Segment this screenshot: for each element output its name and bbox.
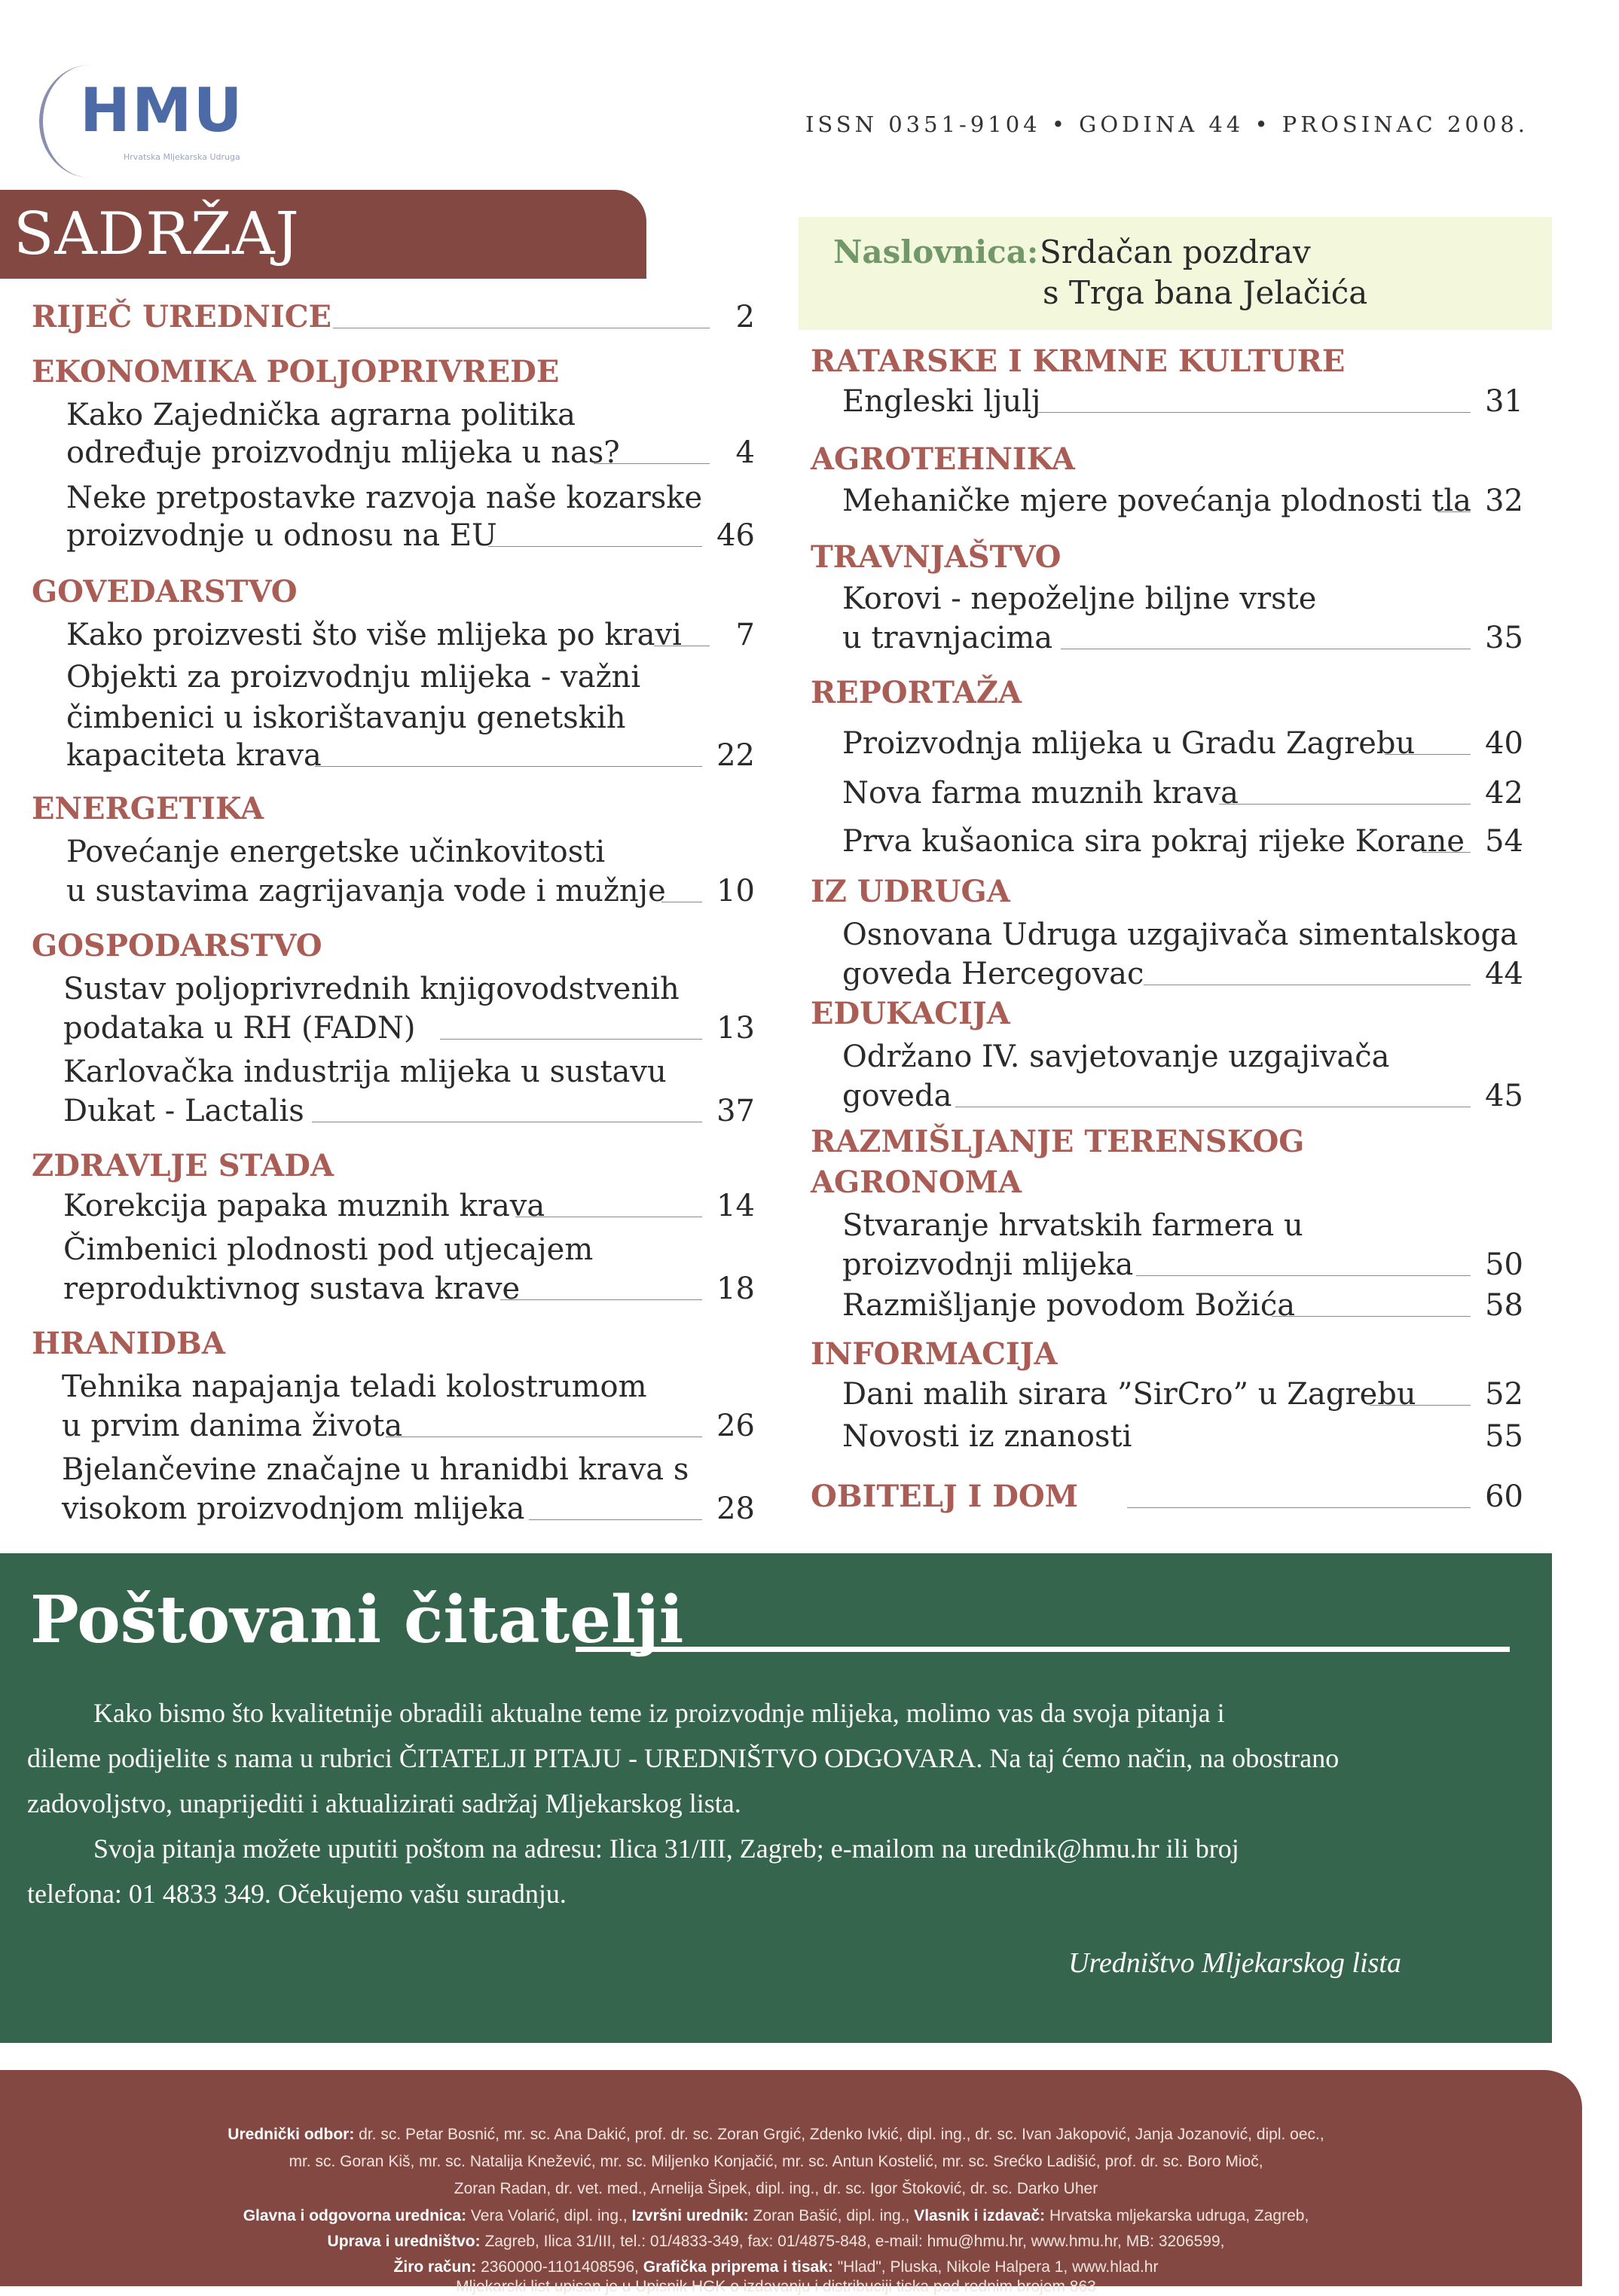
toc-entry[interactable] — [66, 872, 755, 911]
section-heading: HRANIDBA — [32, 1326, 225, 1361]
imprint-line: mr. sc. Goran Kiš, mr. sc. Natalija Knežević, mr. sc. Miljenko Konjačić, mr. sc. Antun Kostelić, mr. sc. Srećko Ladišić, prof. dr. sc. Boro Mioč, — [289, 2153, 1263, 2170]
entry-line: Objekti za proizvodnju mlijeka - važni — [66, 660, 641, 695]
leader-line — [1136, 1275, 1471, 1276]
leader-line — [1370, 1405, 1471, 1406]
imprint-line: Mljekarski list upisan je u Upisnik HGK o izdavanju i distribuciji tiska pod rednim brojem 863 — [456, 2278, 1096, 2295]
entry-line: Osnovana Udruga uzgajivača simentalskoga — [842, 917, 1518, 952]
imprint-line: Zoran Radan, dr. vet. med., Arnelija Šipek, dipl. ing., dr. sc. Igor Štoković, dr. sc. Darko Uher — [454, 2180, 1098, 2197]
leader-line — [1038, 412, 1471, 413]
entry-line: Neke pretpostavke razvoja naše kozarske — [66, 481, 703, 515]
page-number: 60 — [1479, 1479, 1523, 1514]
entry-line: Dukat - Lactalis — [63, 1094, 309, 1128]
entry-line: Novosti iz znanosti — [842, 1419, 1136, 1454]
leader-line — [1127, 1507, 1471, 1508]
leader-line — [1272, 1316, 1471, 1317]
section-heading: ZDRAVLJE STADA — [32, 1148, 334, 1183]
contents-title: SADRŽAJ — [14, 200, 300, 268]
logo-mark: HMU — [80, 75, 244, 145]
page-number: 44 — [1479, 957, 1523, 991]
readers-paragraph-1 — [27, 1690, 1526, 1736]
page-number: 52 — [1479, 1377, 1523, 1412]
paragraph-line: Kako bismo što kvalitetnije obradili aktualne teme iz proizvodnje mlijeka, molimo vas da svoja pitanja i — [93, 1698, 1225, 1728]
imprint-line: Uprava i uredništvo: Zagreb, Ilica 31/III, tel.: 01/4833-349, fax: 01/4875-848, e-mail: hmu@hmu.hr, www.hmu.hr, MB: 3206599, — [327, 2233, 1225, 2250]
entry-line: u prvim danima života — [62, 1409, 407, 1443]
entry-line: Proizvodnja mlijeka u Gradu Zagrebu — [842, 726, 1419, 761]
entry-line: Tehnika napajanja teladi kolostrumom — [62, 1369, 647, 1404]
entry-line: Korovi - nepoželjne biljne vrste — [842, 582, 1317, 616]
toc-entry[interactable] — [842, 383, 1523, 422]
toc-entry[interactable] — [842, 482, 1523, 521]
section-heading: AGROTEHNIKA — [811, 441, 1075, 477]
section-heading: OBITELJ I DOM — [811, 1479, 1083, 1514]
toc-entry[interactable] — [842, 1246, 1523, 1285]
paragraph-line: dileme podijelite s nama u rubrici ČITATELJI PITAJU - UREDNIŠTVO ODGOVARA. Na taj ćemo način, na obostrano — [27, 1743, 1339, 1773]
entry-line: čimbenici u iskorištavanju genetskih — [66, 701, 626, 735]
section-heading: RAZMIŠLJANJE TERENSKOG — [811, 1124, 1305, 1159]
page-number: 45 — [1479, 1079, 1523, 1113]
section-heading: GOSPODARSTVO — [32, 928, 322, 963]
entry-line: podataka u RH (FADN) — [63, 1011, 420, 1046]
leader-line — [594, 463, 710, 464]
entry-line: Održano IV. savjetovanje uzgajivača — [842, 1040, 1390, 1074]
section-heading: INFORMACIJA — [811, 1336, 1058, 1372]
hmu-logo — [39, 53, 295, 173]
page-number: 4 — [730, 435, 755, 470]
paragraph-line: zadovoljstvo, unaprijediti i aktualizirati sadržaj Mljekarskog lista. — [27, 1788, 741, 1818]
entry-line: u sustavima zagrijavanja vode i mužnje — [66, 874, 671, 908]
toc-entry[interactable] — [62, 1407, 755, 1446]
page-number: 7 — [730, 618, 755, 652]
entry-line: reproduktivnog sustava krave — [63, 1272, 524, 1306]
title-rule — [576, 1647, 1510, 1652]
toc-entry[interactable] — [842, 725, 1523, 764]
entry-line: Korekcija papaka muznih krava — [63, 1189, 549, 1223]
entry-line: Bjelančevine značajne u hranidbi krava s — [62, 1452, 689, 1487]
toc-entry[interactable] — [811, 1478, 1523, 1517]
section-heading: ENERGETIKA — [32, 791, 264, 826]
leader-line — [1422, 852, 1471, 853]
toc-entry[interactable] — [66, 517, 755, 556]
toc-entry[interactable] — [32, 298, 755, 337]
entry-line: visokom proizvodnjom mlijeka — [62, 1491, 530, 1526]
page-number: 37 — [710, 1094, 755, 1128]
issn-line: ISSN 0351-9104 • GODINA 44 • PROSINAC 2008. — [805, 111, 1529, 137]
imprint-line: Glavna i odgovorna urednica: Vera Volarić, dipl. ing., Izvršni urednik: Zoran Bašić, dipl. ing., Vlasnik i izdavač: Hrvatska mljekarska udruga, Zagreb, — [243, 2207, 1309, 2224]
page-number: 22 — [710, 738, 755, 773]
section-heading: RIJEČ UREDNICE — [32, 299, 336, 334]
entry-line: proizvodnje u odnosu na EU — [66, 518, 502, 553]
entry-line: određuje proizvodnju mlijeka u nas? — [66, 435, 625, 470]
cover-line-2: s Trga bana Jelačića — [1043, 274, 1368, 311]
entry-line: Nova farma muznih krava — [842, 776, 1243, 811]
page-number: 42 — [1479, 776, 1523, 811]
page-number: 32 — [1479, 484, 1523, 518]
page-number: 2 — [730, 300, 755, 334]
toc-entry[interactable] — [842, 1077, 1523, 1116]
imprint-footer — [0, 2070, 1582, 2295]
entry-line: u travnjacima — [842, 621, 1057, 655]
section-heading: RATARSKE I KRMNE KULTURE — [811, 343, 1346, 379]
toc-entry[interactable] — [842, 823, 1523, 862]
leader-line — [1437, 511, 1471, 512]
page-number: 18 — [710, 1272, 755, 1306]
cover-line-1: Srdačan pozdrav — [1040, 234, 1311, 270]
contents-banner — [0, 190, 646, 279]
toc-entry[interactable] — [62, 1490, 755, 1529]
logo-subtitle: Hrvatska Mljekarska Udruga — [124, 152, 240, 162]
cover-box — [799, 217, 1552, 330]
entry-line: kapaciteta krava — [66, 738, 326, 773]
toc-entry[interactable] — [842, 1287, 1523, 1326]
page-number: 58 — [1479, 1288, 1523, 1323]
toc-entry[interactable] — [842, 1418, 1523, 1457]
section-heading: REPORTAŽA — [811, 675, 1022, 710]
entry-line: Razmišljanje povodom Božića — [842, 1288, 1300, 1323]
readers-paragraph-2-cont — [27, 1871, 1526, 1916]
toc-entry[interactable] — [63, 1092, 755, 1131]
toc-entry[interactable] — [66, 434, 755, 473]
leader-line — [1219, 804, 1471, 805]
leader-line — [529, 1519, 702, 1520]
entry-line: Kako Zajednička agrarna politika — [66, 398, 576, 432]
toc-entry[interactable] — [842, 1375, 1523, 1415]
entry-line: Engleski ljulj — [842, 384, 1045, 419]
page-number: 50 — [1479, 1247, 1523, 1282]
section-heading: IZ UDRUGA — [811, 874, 1010, 909]
readers-signature: Uredništvo Mljekarskog lista — [1068, 1947, 1401, 1979]
toc-entry[interactable] — [66, 737, 755, 776]
entry-line: Karlovačka industrija mlijeka u sustavu — [63, 1055, 667, 1089]
entry-line: proizvodnji mlijeka — [842, 1247, 1138, 1282]
entry-line: Kako proizvesti što više mlijeka po kravi — [66, 618, 686, 652]
entry-line: Mehaničke mjere povećanja plodnosti tla — [842, 484, 1476, 518]
entry-line: Čimbenici plodnosti pod utjecajem — [63, 1232, 594, 1267]
leader-line — [1385, 754, 1471, 755]
entry-line: goveda Hercegovac — [842, 957, 1148, 991]
toc-entry[interactable] — [842, 774, 1523, 814]
entry-line: Sustav poljoprivrednih knjigovodstvenih — [63, 972, 680, 1006]
entry-line: Povećanje energetske učinkovitosti — [66, 835, 606, 869]
page-number: 40 — [1479, 726, 1523, 761]
page-number: 35 — [1479, 621, 1523, 655]
page-number: 55 — [1479, 1419, 1523, 1454]
cover-label: Naslovnica: — [833, 234, 1039, 270]
toc-entry[interactable] — [63, 1270, 755, 1309]
page-number: 14 — [710, 1189, 755, 1223]
page-number: 46 — [710, 518, 755, 553]
toc-entry[interactable] — [63, 1187, 755, 1226]
section-heading: EKONOMIKA POLJOPRIVREDE — [32, 354, 560, 389]
toc-entry[interactable] — [842, 619, 1523, 658]
paragraph-line: Svoja pitanja možete uputiti poštom na adresu: Ilica 31/III, Zagreb; e-mailom na urednik@hmu.hr ili broj — [93, 1833, 1239, 1864]
readers-notice — [0, 1553, 1552, 2043]
section-heading: TRAVNJAŠTVO — [811, 539, 1062, 575]
leader-line — [500, 1299, 702, 1300]
readers-paragraph-2 — [27, 1826, 1526, 1871]
readers-title: Poštovani čitatelji — [30, 1582, 684, 1658]
page-number: 31 — [1479, 384, 1523, 419]
entry-line: goveda — [842, 1079, 956, 1113]
leader-line — [440, 1039, 702, 1040]
imprint-line: Žiro račun: 2360000-1101408596, Grafička priprema i tisak: "Hlad", Pluska, Nikole Halpera 1, www.hlad.hr — [393, 2258, 1159, 2276]
page-number: 10 — [710, 874, 755, 908]
page-number: 26 — [710, 1409, 755, 1443]
entry-line: Prva kušaonica sira pokraj rijeke Korane — [842, 824, 1469, 859]
leader-line — [488, 546, 702, 547]
entry-line: Dani malih sirara ”SirCro” u Zagrebu — [842, 1377, 1421, 1412]
page-number: 54 — [1479, 824, 1523, 859]
imprint-line: Urednički odbor: dr. sc. Petar Bosnić, mr. sc. Ana Dakić, prof. dr. sc. Zoran Grgić, Zdenko Ivkić, dipl. ing., dr. sc. Ivan Jakopović, Janja Jozanović, dipl. oec., — [228, 2126, 1324, 2143]
paragraph-line: telefona: 01 4833 349. Očekujemo vašu suradnju. — [27, 1879, 567, 1909]
entry-line: Stvaranje hrvatskih farmera u — [842, 1208, 1303, 1243]
toc-entry[interactable] — [63, 1009, 755, 1049]
section-heading: GOVEDARSTVO — [32, 574, 298, 609]
toc-entry[interactable] — [842, 955, 1523, 994]
section-heading: AGRONOMA — [811, 1165, 1022, 1200]
toc-entry[interactable] — [66, 616, 755, 655]
page-number: 13 — [710, 1011, 755, 1046]
readers-paragraph-1-cont — [27, 1736, 1526, 1826]
leader-line — [315, 766, 702, 767]
page-number: 28 — [710, 1491, 755, 1526]
section-heading: EDUKACIJA — [811, 996, 1010, 1031]
